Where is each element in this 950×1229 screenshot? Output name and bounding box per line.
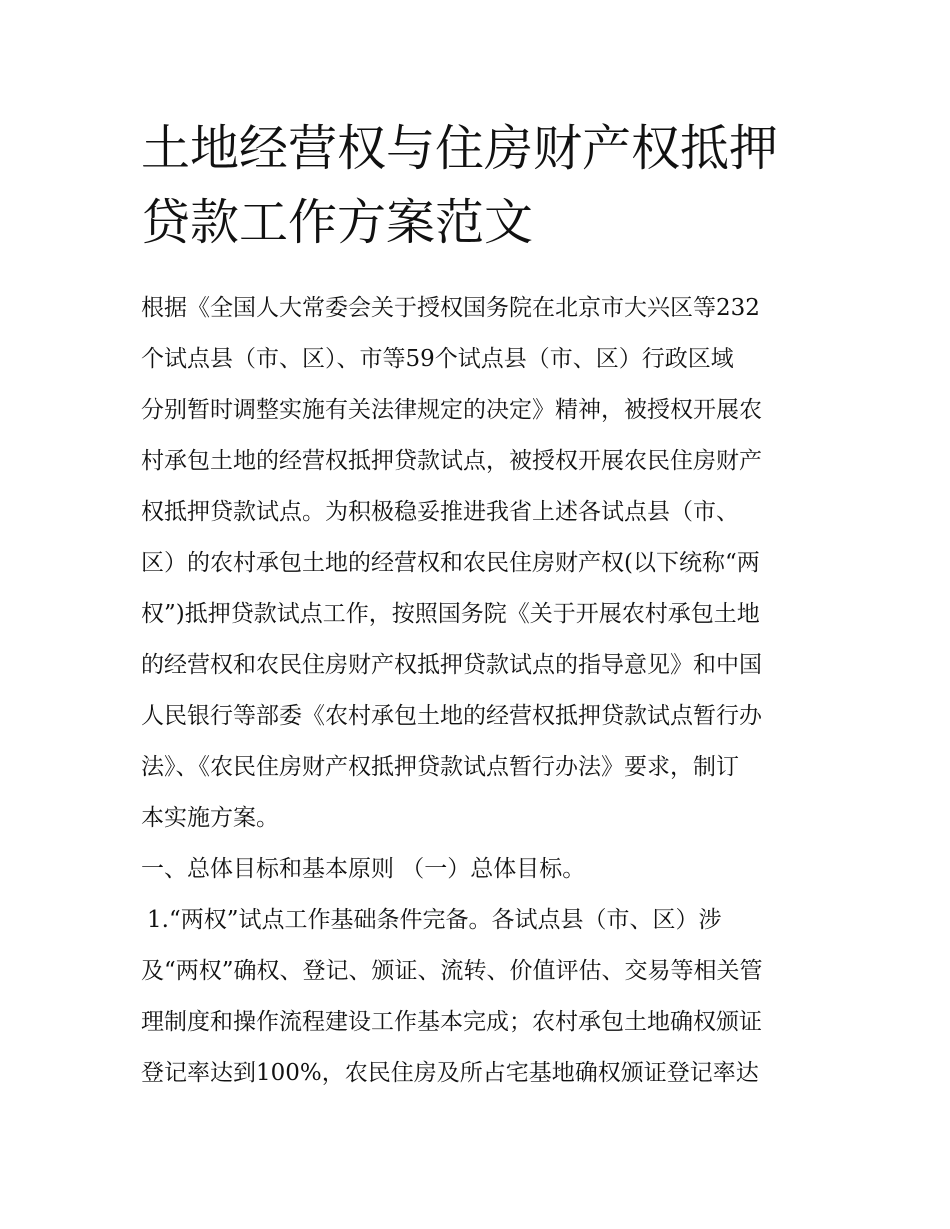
body-line: 人民银行等部委《农村承包土地的经营权抵押贷款试点暂行办	[141, 703, 762, 729]
body-line: 法》、《农民住房财产权抵押贷款试点暂行办法》要求，制订	[141, 754, 739, 780]
body-line: 根据《全国人大常委会关于授权国务院在北京市大兴区等232	[141, 295, 760, 321]
body-line: 分别暂时调整实施有关法律规定的决定》精神，被授权开展农	[141, 397, 762, 423]
body-line: 及“两权”确权、登记、颁证、流转、价值评估、交易等相关管	[141, 958, 763, 984]
document-title	[141, 112, 841, 260]
body-line: 权”)抵押贷款试点工作，按照国务院《关于开展农村承包土地	[141, 601, 760, 627]
body-line: 村承包土地的经营权抵押贷款试点，被授权开展农民住房财产	[141, 448, 762, 474]
body-line: 登记率达到100%，农民住房及所占宅基地确权颁证登记率达	[141, 1060, 759, 1086]
body-line: 权抵押贷款试点。为积极稳妥推进我省上述各试点县（市、	[141, 499, 739, 525]
list-item-heading: 1.“两权”试点工作基础条件完备。各试点县（市、区）涉	[147, 907, 722, 933]
title-line-1: 土地经营权与住房财产权抵押	[141, 120, 779, 177]
title-line-2: 贷款工作方案范文	[141, 194, 534, 251]
body-line: 个试点县（市、区）、市等59个试点县（市、区）行政区域	[141, 346, 734, 372]
body-line: 区）的农村承包土地的经营权和农民住房财产权(以下统称“两	[141, 550, 760, 576]
body-line: 理制度和操作流程建设工作基本完成；农村承包土地确权颁证	[141, 1009, 762, 1035]
body-line: 本实施方案。	[141, 805, 279, 831]
document-body	[141, 283, 821, 1099]
body-line: 的经营权和农民住房财产权抵押贷款试点的指导意见》和中国	[141, 652, 762, 678]
section-heading: 一、总体目标和基本原则 （一）总体目标。	[141, 856, 586, 882]
